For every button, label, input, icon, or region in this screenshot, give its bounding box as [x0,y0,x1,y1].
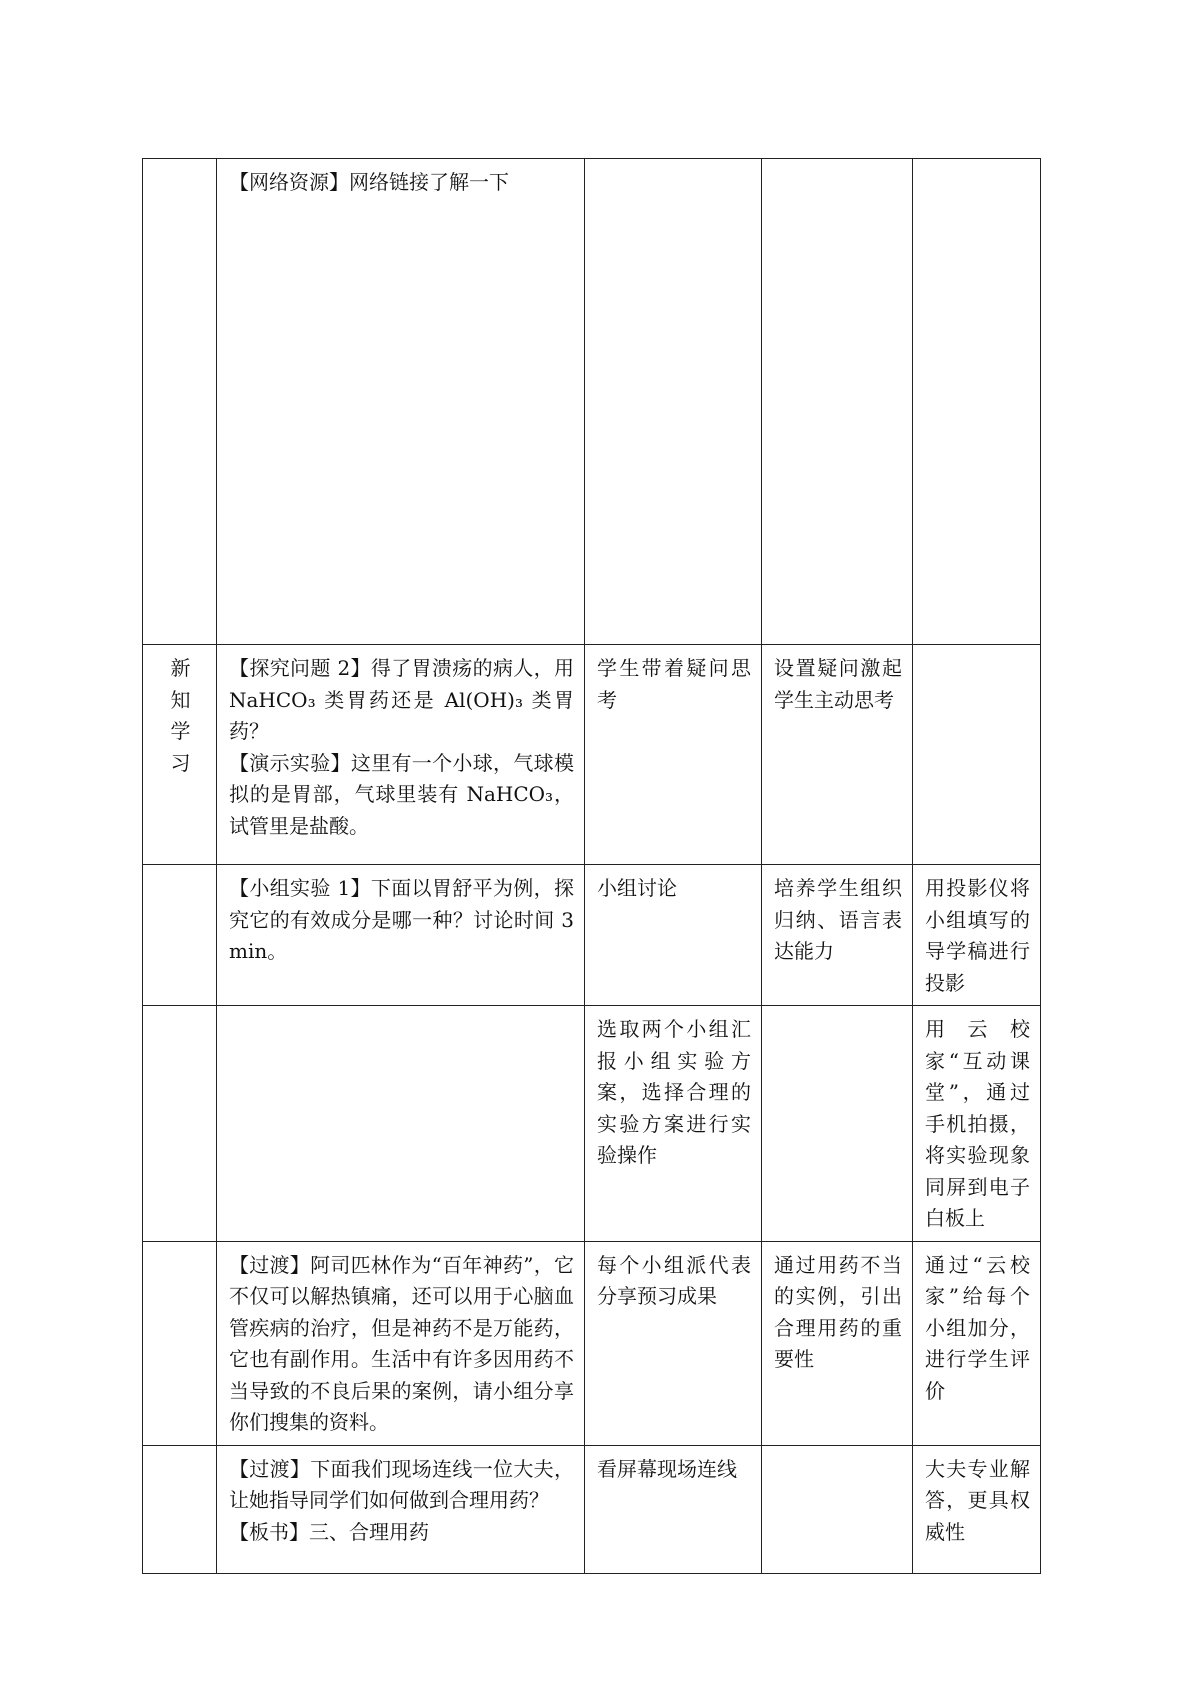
stage-cell [143,159,217,645]
content-cell [217,159,585,645]
stage-char: 知 [170,687,191,712]
design-intent-cell: 设置疑问激起学生主动思考 [762,645,913,865]
stage-cell [143,1445,217,1573]
content-paragraph: 【过渡】阿司匹林作为“百年神药”，它不仅可以解热镇痛，还可以用于心脑血管疾病的治疗，但是神药不是万能药，它也有副作用。生活中有许多因用药不当导致的不良后果的案例，请小组分享你们搜集的资料。 [229,1252,574,1434]
student-activity-cell: 小组讨论 [585,865,762,1006]
tech-cell: 用投影仪将小组填写的导学稿进行投影 [913,865,1041,1006]
stage-cell [143,645,217,865]
content-paragraph: 【过渡】下面我们现场连线一位大夫，让她指导同学们如何做到合理用药？ [229,1456,574,1512]
student-activity-cell: 看屏幕现场连线 [585,1445,762,1573]
content-paragraph: 【网络资源】网络链接了解一下 [229,170,509,194]
content-paragraph: 【板书】三、合理用药 [229,1519,429,1544]
student-activity-cell: 选取两个小组汇报小组实验方案，选择合理的实验方案进行实验操作 [585,1006,762,1242]
stage-char: 新 [170,656,191,680]
design-intent-cell: 培养学生组织归纳、语言表达能力 [762,865,913,1006]
content-paragraph: 【探究问题 2】得了胃溃疡的病人，用 NaHCO₃ 类胃药还是 Al(OH)₃ 类胃药？ [229,656,574,743]
design-intent-cell [762,1006,913,1242]
tech-cell: 大夫专业解答，更具权威性 [913,1445,1041,1573]
stage-cell [143,1241,217,1445]
content-paragraph: 【演示实验】这里有一个小球，气球模拟的是胃部，气球里装有 NaHCO₃，试管里是盐酸。 [229,750,574,838]
table-row [143,159,1041,645]
student-activity-cell: 每个小组派代表分享预习成果 [585,1241,762,1445]
content-cell [217,1445,585,1573]
content-cell [217,1241,585,1445]
student-activity-cell: 学生带着疑问思考 [585,645,762,865]
tech-cell: 通过“云校家”给每个小组加分，进行学生评价 [913,1241,1041,1445]
tech-cell [913,645,1041,865]
stage-cell [143,1006,217,1242]
content-paragraph: 【小组实验 1】下面以胃舒平为例，探究它的有效成分是哪一种？讨论时间 3min。 [229,876,574,963]
design-intent-cell [762,1445,913,1573]
table-row [143,1445,1041,1573]
student-activity-cell [585,159,762,645]
design-intent-cell: 通过用药不当的实例，引出合理用药的重要性 [762,1241,913,1445]
content-cell [217,645,585,865]
tech-cell [913,159,1041,645]
table-row [143,865,1041,1006]
content-cell [217,1006,585,1242]
stage-cell [143,865,217,1006]
design-intent-cell [762,159,913,645]
table-row [143,1241,1041,1445]
table-row [143,1006,1041,1242]
stage-char: 习 [170,750,191,775]
tech-cell: 用云校家“互动课堂”，通过手机拍摄，将实验现象同屏到电子白板上 [913,1006,1041,1242]
stage-char: 学 [170,719,191,743]
lesson-plan-table [142,158,1041,1574]
table-row [143,645,1041,865]
content-cell [217,865,585,1006]
